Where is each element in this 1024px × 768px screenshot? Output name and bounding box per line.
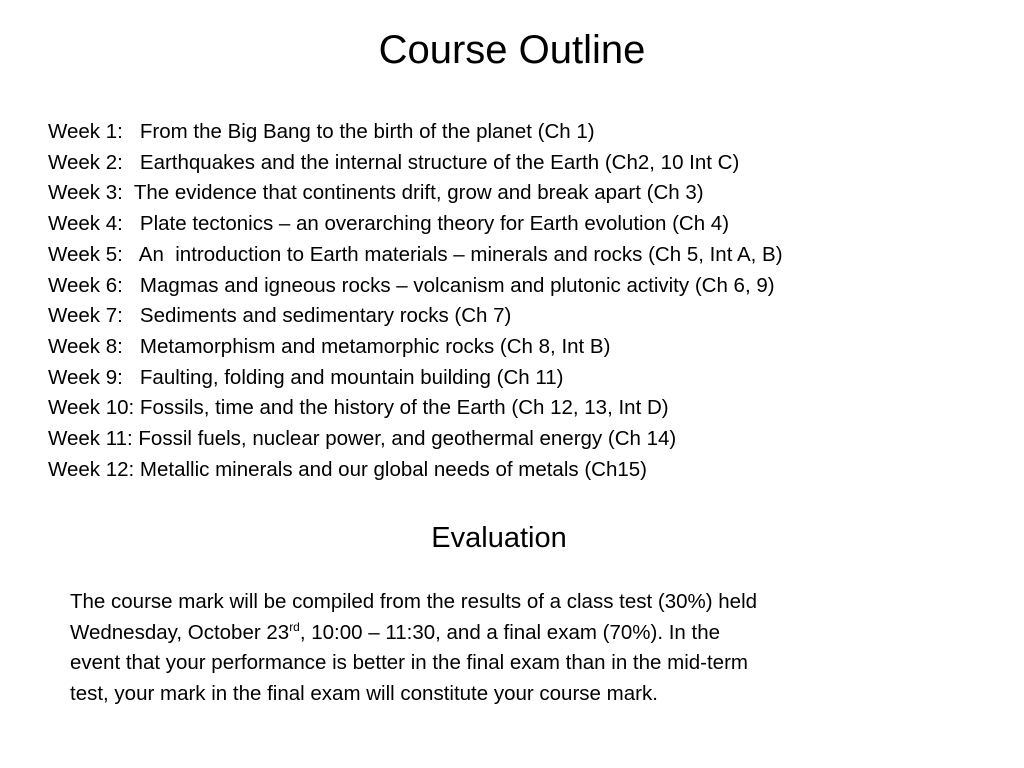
page-title: Course Outline: [378, 28, 646, 72]
week-item: Week 3: The evidence that continents drift, grow and break apart (Ch 3): [48, 181, 704, 205]
evaluation-line: test, your mark in the final exam will constitute your course mark.: [70, 682, 658, 706]
week-item: Week 9: Faulting, folding and mountain building (Ch 11): [48, 365, 564, 389]
week-item: Week 8: Metamorphism and metamorphic rocks (Ch 8, Int B): [48, 334, 611, 358]
evaluation-paragraph: [70, 587, 970, 710]
week-item: Week 4: Plate tectonics – an overarching theory for Earth evolution (Ch 4): [48, 212, 730, 236]
evaluation-text: Wednesday, October 23: [70, 620, 290, 644]
week-item: Week 1: From the Big Bang to the birth of the planet (Ch 1): [48, 120, 595, 143]
week-item: Week 2: Earthquakes and the internal structure of the Earth (Ch2, 10 Int C): [48, 150, 740, 174]
evaluation-line: The course mark will be compiled from the results of a class test (30%) held: [70, 590, 758, 613]
week-item: Week 10: Fossils, time and the history of the Earth (Ch 12, 13, Int D): [48, 396, 669, 420]
week-item: Week 11: Fossil fuels, nuclear power, and geothermal energy (Ch 14): [48, 427, 677, 451]
ordinal-suffix: rd: [289, 619, 300, 634]
week-list: [48, 117, 1008, 485]
week-item: Week 7: Sediments and sedimentary rocks (Ch 7): [48, 304, 512, 328]
evaluation-line: event that your performance is better in the final exam than in the mid-term: [70, 651, 748, 675]
evaluation-line: [70, 618, 970, 649]
evaluation-heading: Evaluation: [431, 522, 567, 554]
week-item: Week 5: An introduction to Earth materials – minerals and rocks (Ch 5, Int A, B): [48, 242, 783, 266]
week-item: Week 6: Magmas and igneous rocks – volcanism and plutonic activity (Ch 6, 9): [48, 273, 775, 297]
evaluation-text: , 10:00 – 11:30, and a final exam (70%). In the: [299, 620, 720, 644]
week-item: Week 12: Metallic minerals and our global needs of metals (Ch15): [48, 457, 647, 481]
